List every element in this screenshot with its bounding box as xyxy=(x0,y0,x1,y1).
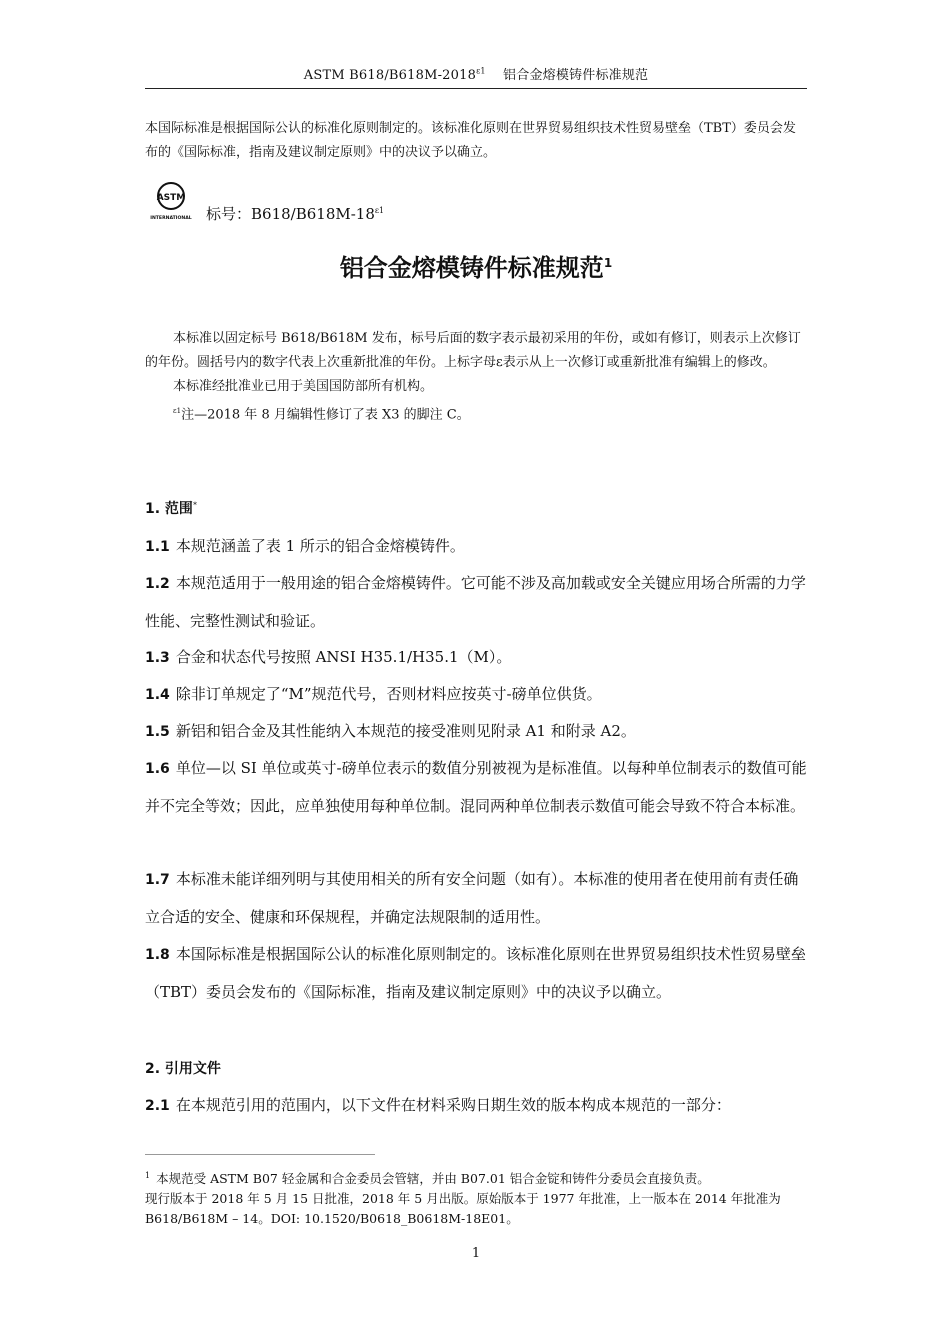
clause-1-2 xyxy=(145,565,809,640)
header-title: 铝合金熔模铸件标准规范 xyxy=(503,68,649,83)
clause-number: 1.5 xyxy=(145,724,170,740)
clause-number: 1.8 xyxy=(145,947,170,963)
footnote-marker: 1 xyxy=(145,1171,151,1180)
clause-text: 在本规范引用的范围内，以下文件在材料采购日期生效的版本构成本规范的一部分： xyxy=(175,1096,731,1114)
clause-1-4 xyxy=(145,676,809,714)
clause-number: 1.4 xyxy=(145,687,170,703)
clause-1-3 xyxy=(145,639,809,677)
clause-1-6 xyxy=(145,750,809,825)
header-standard: ASTM B618/B618M-2018 xyxy=(303,68,477,83)
title-footnote-ref[interactable]: 1 xyxy=(603,256,613,270)
clause-1-5 xyxy=(145,713,809,751)
designation-label: 标号：B618/B618M-18 xyxy=(206,205,375,223)
clause-text: 本国际标准是根据国际公认的标准化原则制定的。该标准化原则在世界贸易组织技术性贸易壁垒（TBT）委员会发布的《国际标准，指南及建议制定原则》中的决议予以确立。 xyxy=(145,945,806,1001)
section-2-heading: 2. 引用文件 xyxy=(145,1061,221,1077)
astm-international-logo-icon xyxy=(148,181,194,223)
intro-note-text: 注—2018 年 8 月编辑性修订了表 X3 的脚注 C。 xyxy=(181,407,470,423)
clause-number: 1.2 xyxy=(145,576,170,592)
clause-text: 本规范适用于一般用途的铝合金熔模铸件。它可能不涉及高加载或安全关键应用场合所需的力学性能、完整性测试和验证。 xyxy=(145,574,806,630)
logo-subtext: INTERNATIONAL xyxy=(150,216,192,221)
clause-text: 新铝和铝合金及其性能纳入本规范的接受准则见附录 A1 和附录 A2。 xyxy=(175,722,636,740)
page-number: 1 xyxy=(471,1246,481,1261)
notice-paragraph: 本国际标准是根据国际公认的标准化原则制定的。该标准化原则在世界贸易组织技术性贸易壁垒（TBT）委员会发布的《国际标准，指南及建议制定原则》中的决议予以确立。 xyxy=(145,121,796,160)
clause-number: 1.1 xyxy=(145,539,170,555)
clause-text: 本规范涵盖了表 1 所示的铝合金熔模铸件。 xyxy=(175,537,465,555)
section-1-heading xyxy=(145,498,197,518)
intro-paragraph-2: 本标准经批准业已用于美国国防部所有机构。 xyxy=(173,379,434,394)
clause-text: 单位—以 SI 单位或英寸-磅单位表示的数值分别被视为是标准值。以每种单位制表示的数值可能并不完全等效；因此，应单独使用每种单位制。混同两种单位制表示数值可能会导致不符合本标准。 xyxy=(145,759,807,815)
designation xyxy=(206,203,384,224)
document-title-text: 铝合金熔模铸件标准规范 xyxy=(339,254,604,282)
clause-2-1 xyxy=(145,1087,809,1125)
intro-paragraph-3 xyxy=(145,399,807,427)
clause-text: 除非订单规定了“M”规范代号，否则材料应按英寸-磅单位供货。 xyxy=(175,685,602,703)
section-1-heading-asterisk: * xyxy=(192,500,197,510)
document-title xyxy=(145,248,807,283)
intro-paragraph-1: 本标准以固定标号 B618/B618M 发布，标号后面的数字表示最初采用的年份，或如有修订，则表示上次修订的年份。圆括号内的数字代表上次重新批准的年份。上标字母ε表示从上一次修订或重新批准有编辑上的修改。 xyxy=(145,331,801,370)
designation-superscript: ε1 xyxy=(374,206,385,215)
clause-1-8 xyxy=(145,936,809,1011)
clause-number: 1.3 xyxy=(145,650,170,666)
clause-number: 2.1 xyxy=(145,1098,170,1114)
clause-number: 1.6 xyxy=(145,761,170,777)
clause-text: 本标准未能详细列明与其使用相关的所有安全问题（如有）。本标准的使用者在使用前有责任确立合适的安全、健康和环保规程，并确定法规限制的适用性。 xyxy=(145,870,799,926)
footnote-line-1 xyxy=(145,1166,809,1189)
clause-1-7 xyxy=(145,861,809,936)
logo-text: ASTM xyxy=(156,193,186,203)
footnote xyxy=(145,1166,809,1229)
footnote-line-2: 现行版本于 2018 年 5 月 15 日批准，2018 年 5 月出版。原始版本于 1977 年批准，上一版本在 2014 年批准为 B618/B618M – 14。DOI: 10.1520/B0618_B0618M-18E01。 xyxy=(145,1191,781,1227)
intro-block xyxy=(145,327,807,427)
header-rule xyxy=(145,88,807,89)
clause-1-1 xyxy=(145,528,809,566)
section-1-heading-text: 1. 范围 xyxy=(145,501,193,517)
header-superscript: ε1 xyxy=(476,66,486,76)
clause-text: 合金和状态代号按照 ANSI H35.1/H35.1（M）。 xyxy=(175,648,512,666)
running-header xyxy=(145,64,807,83)
intro-superscript: ε1 xyxy=(173,407,182,415)
footnote-rule xyxy=(145,1154,375,1155)
clause-number: 1.7 xyxy=(145,872,170,888)
footnote-line-1-text: 本规范受 ASTM B07 轻金属和合金委员会管辖，并由 B07.01 铝合金锭和铸件分委员会直接负责。 xyxy=(156,1171,710,1187)
